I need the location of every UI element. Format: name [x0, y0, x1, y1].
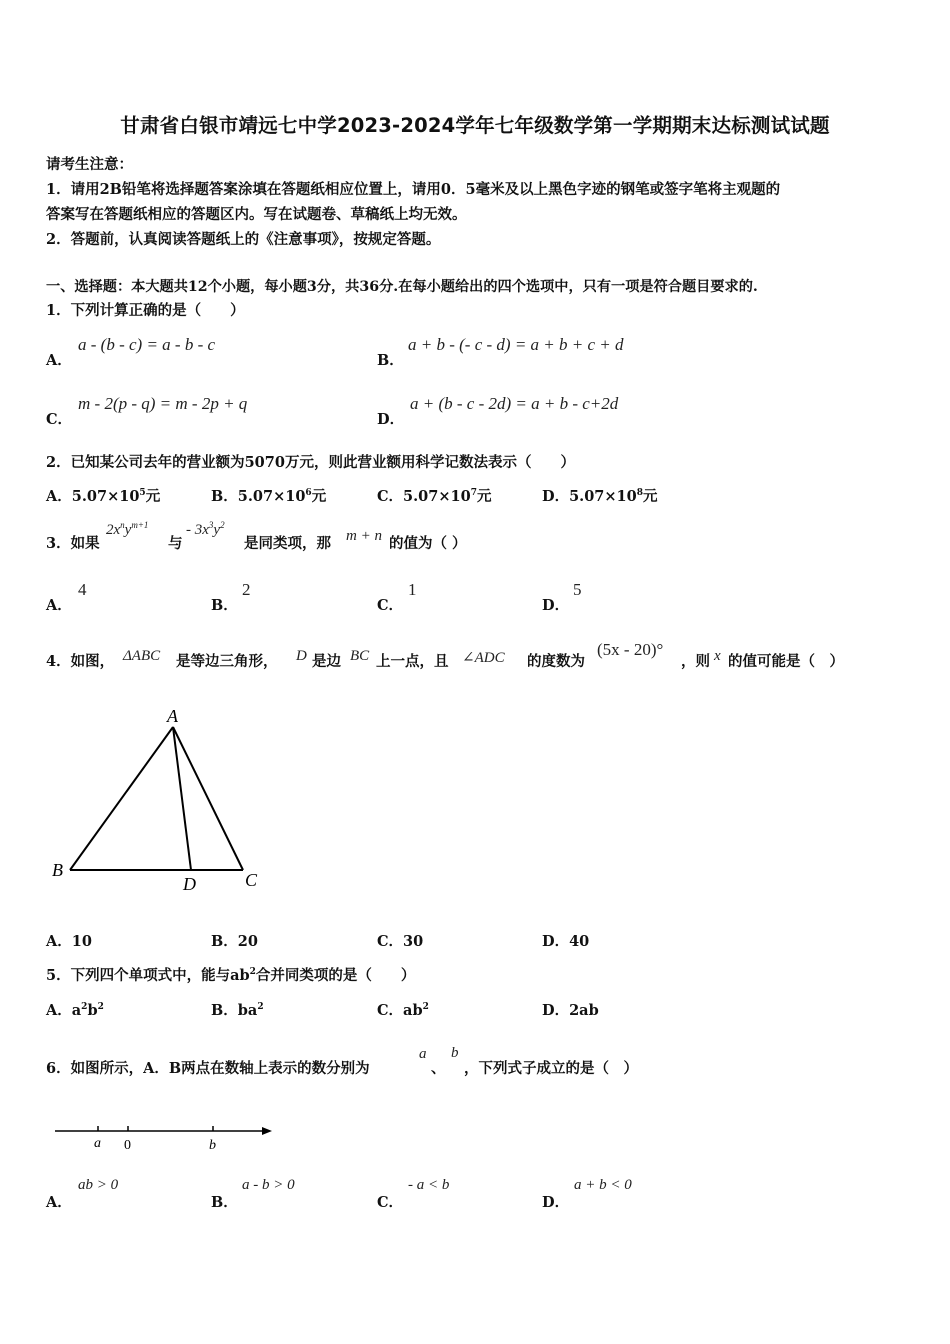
q1-option-b: a + b - (- c - d) = a + b + c + d — [408, 335, 624, 354]
q3-term2-base: - 3x — [186, 522, 209, 538]
q4-triangle-figure — [40, 700, 280, 900]
page-title: 甘肃省白银市靖远七中学2023-2024学年七年级数学第一学期期末达标测试试题 — [120, 114, 830, 137]
q2-option-d-base: 5.07×10 — [569, 488, 637, 505]
q6-option-d-label: D． — [542, 1194, 570, 1211]
q2-option-d-exp: 8 — [636, 488, 643, 498]
q6-option-b-label: B． — [211, 1194, 238, 1211]
q3-suffix1: 是同类项，那 — [244, 535, 331, 552]
q6-math-b: b — [451, 1045, 459, 1061]
q2-option-c — [377, 487, 491, 507]
q3-option-a: 4 — [78, 580, 87, 599]
q6-option-b: a - b > 0 — [242, 1177, 295, 1193]
q4-option-c — [377, 932, 423, 952]
q3-option-b: 2 — [242, 580, 251, 599]
q5-option-a-base: a — [71, 1002, 82, 1019]
notice-heading: 请考生注意： — [46, 156, 133, 173]
q2-stem: 2．已知某公司去年的营业额为5070万元，则此营业额用科学记数法表示（ ） — [46, 454, 575, 471]
q4-text-3: 是边 — [312, 653, 341, 670]
q4-text-4: 上一点，且 — [376, 653, 449, 670]
q4-option-a-value: 10 — [71, 933, 92, 950]
q6-option-a-label: A． — [46, 1194, 72, 1211]
notice-line-1b: 答案写在答题纸相应的答题区内。写在试题卷、草稿纸上均无效。 — [46, 206, 467, 223]
q4-math-d: D — [296, 648, 307, 664]
q5-option-d-label: D． — [542, 1002, 570, 1019]
q1-stem: 1．下列计算正确的是（ ） — [46, 302, 245, 319]
q4-option-b — [211, 932, 258, 952]
notice-line-2: 2．答题前，认真阅读答题纸上的《注意事项》，按规定答题。 — [46, 231, 441, 248]
q3-term2-exp2: 2 — [220, 520, 225, 530]
q2-option-a — [46, 487, 160, 507]
q5-option-a-mid: b — [87, 1002, 98, 1019]
q4-math-x: x — [714, 648, 721, 664]
q5-option-a-exp1: 2 — [81, 1002, 88, 1012]
q6-number-line — [50, 1118, 280, 1158]
vertex-label-d: D — [183, 874, 196, 894]
q5-option-c-exp: 2 — [422, 1002, 429, 1012]
arrow-right-icon — [262, 1127, 272, 1135]
q5-option-b-exp: 2 — [257, 1002, 264, 1012]
q4-text-1: 4．如图， — [46, 653, 115, 670]
q3-option-d: 5 — [573, 580, 582, 599]
q3-term1 — [106, 522, 148, 539]
q5-option-c-label: C． — [377, 1002, 404, 1019]
q1-option-d: a + (b - c - 2d) = a + b - c+2d — [410, 394, 619, 413]
q6-math-a: a — [419, 1046, 427, 1062]
q2-option-c-base: 5.07×10 — [403, 488, 471, 505]
q1-option-c: m - 2(p - q) = m - 2p + q — [78, 394, 248, 413]
section-heading: 一、选择题：本大题共12个小题，每小题3分，共36分.在每小题给出的四个选项中，只有一项是符合题目要求的. — [46, 279, 758, 295]
q2-option-a-label: A． — [46, 488, 72, 505]
q5-option-c-base: ab — [403, 1002, 423, 1019]
segment-ad — [173, 727, 191, 870]
q1-option-a: a - (b - c) = a - b - c — [78, 335, 216, 354]
q2-option-b-unit: 元 — [311, 488, 327, 505]
q5-option-a — [46, 1001, 104, 1021]
q6-text-2: 、 — [431, 1060, 446, 1077]
number-line-label-a: a — [94, 1136, 101, 1151]
q4-option-a — [46, 932, 92, 952]
q3-expr: m + n — [346, 528, 382, 544]
vertex-label-a: A — [167, 706, 178, 726]
q2-option-a-base: 5.07×10 — [71, 488, 140, 505]
q3-mid: 与 — [168, 535, 183, 552]
q5-option-a-exp2: 2 — [97, 1002, 104, 1012]
q2-option-a-unit: 元 — [145, 488, 161, 505]
q1-option-d-label: D． — [377, 411, 405, 428]
q3-term2-var2: y — [213, 522, 221, 538]
q3-option-b-label: B． — [211, 597, 238, 614]
q1-option-a-label: A． — [46, 352, 72, 369]
q5-option-d-value: 2ab — [569, 1002, 599, 1019]
q2-option-b-exp: 6 — [305, 488, 312, 498]
q4-option-d-label: D． — [542, 933, 570, 950]
number-line-label-b: b — [209, 1138, 216, 1153]
q3-option-d-label: D． — [542, 597, 570, 614]
q4-text-2: 是等边三角形， — [176, 653, 278, 670]
q3-term2-exp1: 3 — [208, 520, 214, 530]
q4-option-c-label: C． — [377, 933, 404, 950]
q6-option-a: ab > 0 — [78, 1177, 119, 1193]
q4-option-d-value: 40 — [569, 933, 590, 950]
q3-term1-exp2: m+1 — [131, 520, 149, 530]
q2-option-d — [542, 487, 658, 507]
q4-option-b-value: 20 — [237, 933, 258, 950]
q6-option-c-label: C． — [377, 1194, 404, 1211]
q4-option-c-value: 30 — [403, 933, 424, 950]
q4-math-bc: BC — [350, 648, 370, 664]
q3-suffix2: 的值为（ ） — [389, 535, 467, 552]
side-ab — [70, 727, 173, 870]
q5-option-d — [542, 1001, 599, 1021]
q2-option-b-base: 5.07×10 — [237, 488, 306, 505]
q5-option-b-base: ba — [237, 1002, 258, 1019]
vertex-label-c: C — [245, 870, 258, 890]
q4-option-b-label: B． — [211, 933, 238, 950]
q2-option-d-label: D． — [542, 488, 570, 505]
q2-option-b-label: B． — [211, 488, 238, 505]
q6-option-d: a + b < 0 — [574, 1177, 632, 1193]
q4-text-6: ，则 — [681, 653, 710, 670]
q3-term1-base: 2x — [106, 522, 121, 538]
q6-text-3: ，下列式子成立的是（ ） — [464, 1060, 638, 1077]
q3-option-c: 1 — [408, 580, 417, 599]
q5-option-b-label: B． — [211, 1002, 238, 1019]
q3-term1-exp1: n — [120, 520, 125, 530]
q3-term2 — [186, 522, 225, 539]
q1-option-b-label: B． — [377, 352, 404, 369]
q5-option-b — [211, 1001, 264, 1021]
q3-term1-var2: y — [124, 522, 132, 538]
q3-prefix: 3．如果 — [46, 535, 100, 552]
side-ac — [173, 727, 243, 870]
q4-option-d — [542, 932, 589, 952]
q5-stem-exp: 2 — [249, 967, 256, 977]
number-line-label-zero: 0 — [124, 1138, 131, 1153]
vertex-label-b: B — [52, 860, 63, 880]
q3-option-c-label: C． — [377, 597, 404, 614]
q2-option-c-exp: 7 — [470, 488, 477, 498]
q4-option-a-label: A． — [46, 933, 72, 950]
q5-option-a-label: A． — [46, 1002, 72, 1019]
q4-math-triangle: ΔABC — [123, 648, 161, 664]
q5-stem — [46, 966, 415, 986]
q5-stem-post: 合并同类项的是（ ） — [255, 967, 416, 984]
notice-line-1a: 1．请用2B铅笔将选择题答案涂填在答题纸相应位置上，请用0．5毫米及以上黑色字迹的钢笔或签字笔将主观题的 — [46, 181, 781, 198]
q6-text-1: 6．如图所示，A．B两点在数轴上表示的数分别为 — [46, 1060, 370, 1077]
q3-option-a-label: A． — [46, 597, 72, 614]
q4-text-5: 的度数为 — [527, 653, 585, 670]
q4-text-7: 的值可能是（ ） — [728, 653, 844, 670]
q2-option-b — [211, 487, 326, 507]
q6-option-c: - a < b — [408, 1177, 450, 1193]
q5-stem-pre: 5．下列四个单项式中，能与ab — [46, 967, 250, 984]
q2-option-d-unit: 元 — [643, 488, 658, 505]
q5-option-c — [377, 1001, 429, 1021]
q4-math-expression: (5x - 20)° — [597, 640, 664, 659]
q2-option-a-exp: 5 — [139, 488, 146, 498]
q2-option-c-unit: 元 — [476, 488, 492, 505]
q2-option-c-label: C． — [377, 488, 404, 505]
q1-option-c-label: C． — [46, 411, 73, 428]
q4-math-angle: ∠ADC — [462, 650, 505, 666]
